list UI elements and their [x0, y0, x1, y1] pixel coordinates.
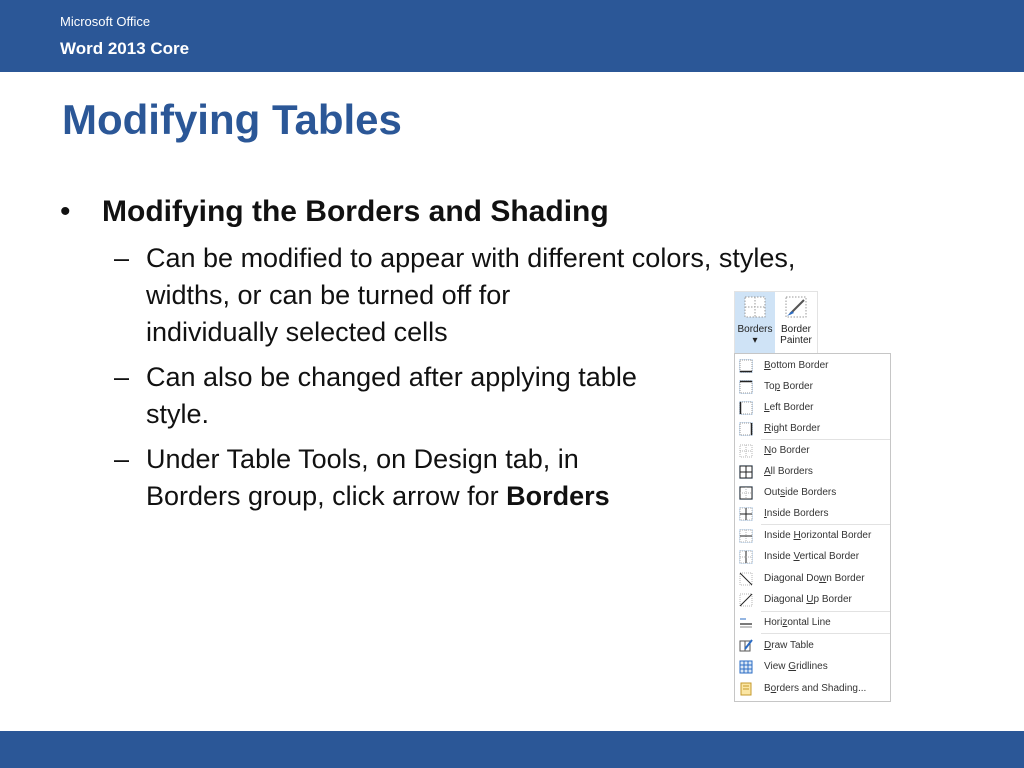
menu-item-view-gridlines[interactable] [735, 657, 890, 677]
borders-emphasis: Borders [506, 481, 610, 511]
sub-bullet-line: widths, or can be turned off for [146, 280, 511, 310]
borders-button[interactable] [735, 292, 775, 353]
menu-item-label: Top Border [764, 381, 813, 392]
menu-item-top-border[interactable] [735, 377, 890, 397]
borders-button-label: Borders [737, 324, 773, 335]
top-border-icon [739, 380, 753, 394]
sub-bullet-line: Under Table Tools, on Design tab, in [146, 444, 579, 474]
menu-separator [761, 524, 890, 525]
menu-item-right-border[interactable] [735, 419, 890, 439]
menu-item-all-borders[interactable] [735, 462, 890, 482]
menu-item-label: Inside Vertical Border [764, 551, 860, 562]
menu-separator [761, 439, 890, 440]
menu-item-outside-borders[interactable] [735, 483, 890, 503]
menu-item-borders-and-shading[interactable] [735, 679, 890, 699]
border-painter-label-1: Border [780, 324, 811, 335]
menu-item-diagonal-up-border[interactable] [735, 590, 890, 610]
sub-bullet-line: individually selected cells [146, 317, 448, 347]
menu-item-label: Bottom Border [764, 360, 829, 371]
menu-item-label: Borders and Shading... [764, 683, 867, 694]
slide-title: Modifying Tables [62, 96, 402, 143]
menu-item-diagonal-down-border[interactable] [735, 569, 890, 589]
header-bar [0, 0, 1024, 72]
menu-item-label: No Border [764, 445, 810, 456]
menu-item-inside-vertical-border[interactable] [735, 547, 890, 567]
menu-item-no-border[interactable] [735, 441, 890, 461]
diagonal-up-border-icon [739, 593, 753, 607]
border-painter-icon [784, 295, 808, 319]
menu-item-horizontal-line[interactable] [735, 613, 890, 633]
menu-item-draw-table[interactable] [735, 636, 890, 656]
borders-and-shading-icon [739, 682, 753, 696]
menu-item-label: Left Border [764, 402, 814, 413]
menu-separator [761, 611, 890, 612]
menu-item-label: Diagonal Up Border [764, 594, 852, 605]
menu-item-label: Draw Table [764, 640, 814, 651]
all-borders-icon [739, 465, 753, 479]
diagonal-down-border-icon [739, 572, 753, 586]
menu-item-bottom-border[interactable] [735, 356, 890, 376]
border-painter-label-2: Painter [780, 335, 812, 346]
menu-item-label: Right Border [764, 423, 821, 434]
sub-bullet-line: Can be modified to appear with different colors, styles, [146, 243, 796, 273]
menu-item-label: Inside Horizontal Border [764, 530, 872, 541]
sub-bullet-line: Can also be changed after applying table [146, 362, 637, 392]
menu-item-label: Horizontal Line [764, 617, 831, 628]
right-border-icon [739, 422, 753, 436]
menu-item-inside-borders[interactable] [735, 504, 890, 524]
sub-bullet-marker: – [114, 444, 130, 474]
sub-bullet-line: style. [146, 399, 210, 429]
menu-separator [761, 633, 890, 634]
bullet-text: Modifying the Borders and Shading [102, 195, 609, 228]
border-painter-button[interactable] [776, 292, 816, 353]
borders-dropdown-menu [734, 353, 891, 702]
org-name: Microsoft Office [60, 14, 151, 29]
left-border-icon [739, 401, 753, 415]
bullet-item [60, 194, 920, 230]
menu-item-label: Diagonal Down Border [764, 573, 865, 584]
inside-borders-icon [739, 507, 753, 521]
borders-icon [743, 295, 767, 319]
menu-item-left-border[interactable] [735, 398, 890, 418]
course-name: Word 2013 Core [60, 39, 190, 58]
sub-bullet-text: Borders group, click arrow for [146, 481, 507, 511]
no-border-icon [739, 444, 753, 458]
draw-table-icon [739, 639, 753, 653]
horizontal-line-icon [739, 616, 753, 630]
bullet-marker: • [60, 195, 71, 228]
borders-ribbon-group [734, 291, 818, 355]
inside-horizontal-border-icon [739, 529, 753, 543]
footer-bar [0, 731, 1024, 768]
outside-borders-icon [739, 486, 753, 500]
menu-item-label: All Borders [764, 466, 813, 477]
menu-item-inside-horizontal-border[interactable] [735, 526, 890, 546]
bottom-border-icon [739, 359, 753, 373]
sub-bullet-marker: – [114, 362, 130, 392]
view-gridlines-icon [739, 660, 753, 674]
inside-vertical-border-icon [739, 550, 753, 564]
sub-bullet-marker: – [114, 243, 130, 273]
menu-item-label: View Gridlines [764, 661, 828, 672]
menu-item-label: Outside Borders [764, 487, 837, 498]
menu-item-label: Inside Borders [764, 508, 829, 519]
chevron-down-icon[interactable]: ▾ [752, 335, 758, 346]
